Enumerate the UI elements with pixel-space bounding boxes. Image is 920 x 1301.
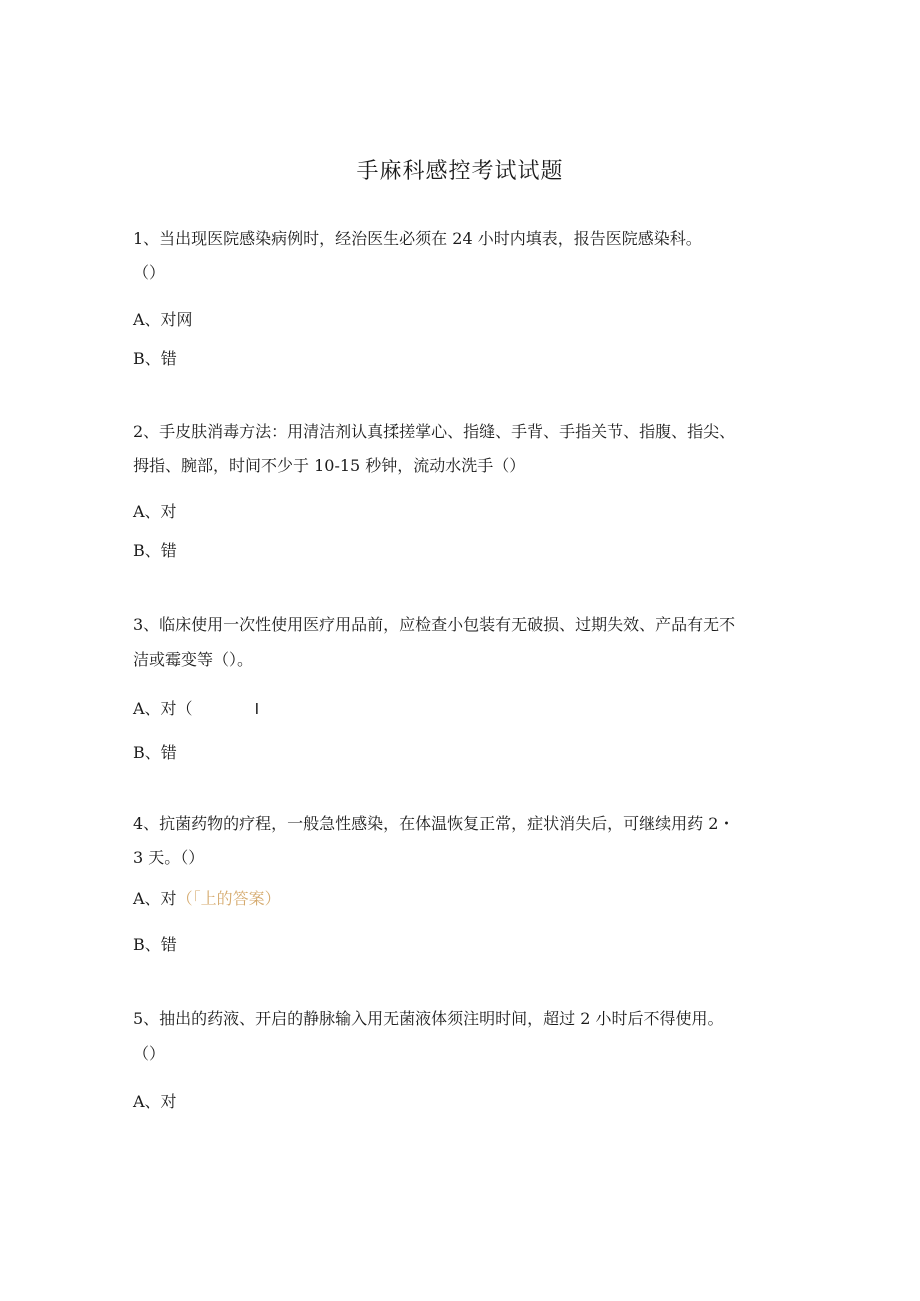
question-5-text-line2: （） (133, 1044, 166, 1063)
question-4-text-line2: 3 天。（） (133, 848, 205, 867)
question-4-option-a-label: A、对 (133, 889, 177, 908)
question-3-option-b: B、错 (133, 743, 177, 762)
question-3-text-line2: 洁或霉变等（）。 (133, 650, 254, 669)
question-5-text-line1: 5、抽出的药液、开启的静脉输入用无菌液体须注明时间，超过 2 小时后不得使用。 (133, 1009, 724, 1028)
question-2-text-line1: 2、手皮肤消毒方法：用清洁剂认真揉搓掌心、指缝、手背、手指关节、指腹、指尖、 (133, 422, 736, 441)
question-4-option-a (133, 888, 281, 910)
question-2-option-a: A、对 (133, 502, 177, 521)
question-4-option-b: B、错 (133, 935, 177, 954)
question-1-text-line2: （） (133, 263, 166, 282)
question-3-option-a (133, 698, 259, 721)
question-5-option-a: A、对 (133, 1092, 177, 1111)
question-3-option-a-mark: I (254, 701, 260, 718)
question-2-text-line2: 拇指、腕部，时间不少于 10-15 秒钟，流动水洗手（） (133, 456, 526, 475)
question-3-text-line1: 3、临床使用一次性使用医疗用品前，应检查小包装有无破损、过期失效、产品有无不 (133, 615, 736, 634)
question-2-option-b: B、错 (133, 541, 177, 560)
question-1-option-a: A、对网 (133, 310, 193, 329)
question-4-text-line1: 4、抗菌药物的疗程，一般急性感染，在体温恢复正常，症状消失后，可继续用药 2・ (133, 814, 735, 833)
question-1-option-b: B、错 (133, 349, 177, 368)
question-1-text-line1: 1、当出现医院感染病例时，经治医生必须在 24 小时内填表，报告医院感染科。 (133, 229, 702, 248)
question-3-option-a-label: A、对（ (133, 699, 193, 718)
question-4-answer-note: （「上的答案） (176, 889, 281, 908)
page-title: 手麻科感控考试试题 (356, 159, 564, 184)
